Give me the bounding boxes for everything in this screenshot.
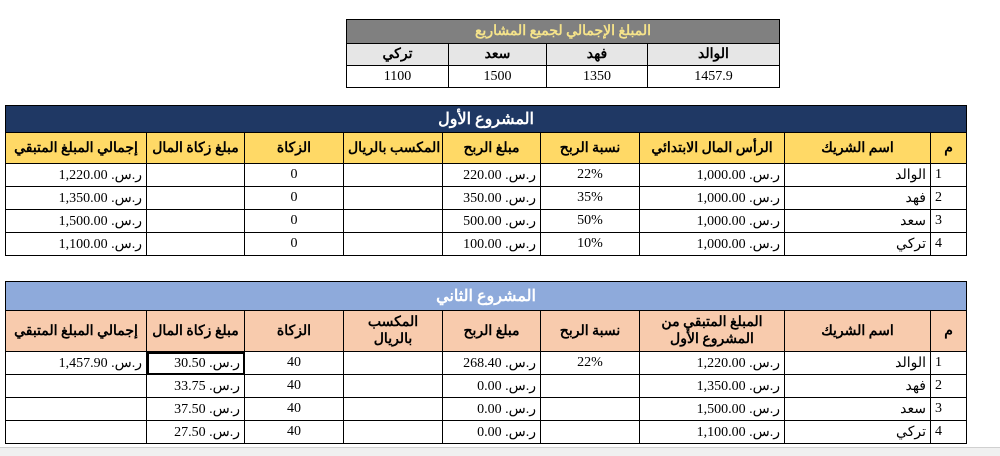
p2-cell-gain[interactable]	[344, 421, 443, 444]
p1-cell-zakat-amount[interactable]	[147, 210, 245, 233]
p2-cell-zakat[interactable]: 40	[245, 375, 344, 398]
p1-cell-total[interactable]: ر.س. 1,220.00	[6, 164, 147, 187]
p2-header-rate[interactable]: نسبة الربح	[541, 311, 640, 352]
summary-title[interactable]: المبلغ الإجمالي لجميع المشاريع	[347, 20, 780, 44]
p2-cell-num[interactable]: 3	[931, 398, 967, 421]
p2-header-total[interactable]: إجمالي المبلغ المتبقي	[6, 311, 147, 352]
project1-table	[5, 105, 967, 256]
table-row	[6, 375, 967, 398]
p1-cell-zakat-amount[interactable]	[147, 233, 245, 256]
p1-cell-total[interactable]: ر.س. 1,100.00	[6, 233, 147, 256]
summary-header-saad[interactable]: سعد	[449, 44, 547, 66]
p2-cell-total[interactable]: ر.س. 1,457.90	[6, 352, 147, 375]
p2-cell-zakat-amount-selected[interactable]: ر.س. 30.50	[147, 352, 245, 375]
summary-value-fahd[interactable]: 1350	[547, 66, 648, 88]
p2-cell-profit[interactable]: ر.س. 0.00	[443, 398, 541, 421]
project2-title[interactable]: المشروع الثاني	[6, 282, 967, 311]
p1-cell-num[interactable]: 2	[931, 187, 967, 210]
p1-cell-gain[interactable]	[344, 210, 443, 233]
table-row	[6, 233, 967, 256]
summary-table	[346, 19, 780, 88]
p2-cell-zakat[interactable]: 40	[245, 352, 344, 375]
p2-cell-zakat-amount[interactable]: ر.س. 37.50	[147, 398, 245, 421]
p2-cell-zakat-amount[interactable]: ر.س. 27.50	[147, 421, 245, 444]
p2-cell-zakat-amount[interactable]: ر.س. 33.75	[147, 375, 245, 398]
p1-cell-capital[interactable]: ر.س. 1,000.00	[640, 164, 785, 187]
p2-header-zakat[interactable]: الزكاة	[245, 311, 344, 352]
p1-cell-zakat-amount[interactable]	[147, 164, 245, 187]
p2-cell-rate[interactable]	[541, 421, 640, 444]
p2-cell-total[interactable]	[6, 421, 147, 444]
p2-cell-zakat[interactable]: 40	[245, 398, 344, 421]
p1-cell-profit[interactable]: ر.س. 350.00	[443, 187, 541, 210]
p1-cell-num[interactable]: 3	[931, 210, 967, 233]
p1-cell-total[interactable]: ر.س. 1,500.00	[6, 210, 147, 233]
p2-cell-capital[interactable]: ر.س. 1,500.00	[640, 398, 785, 421]
p2-cell-capital[interactable]: ر.س. 1,350.00	[640, 375, 785, 398]
p1-header-rate[interactable]: نسبة الربح	[541, 133, 640, 164]
p2-cell-gain[interactable]	[344, 375, 443, 398]
p1-cell-profit[interactable]: ر.س. 500.00	[443, 210, 541, 233]
p1-header-name[interactable]: اسم الشريك	[785, 133, 931, 164]
p2-cell-total[interactable]	[6, 375, 147, 398]
table-row	[6, 352, 967, 375]
p1-cell-zakat[interactable]: 0	[245, 187, 344, 210]
p2-header-profit[interactable]: مبلغ الربح	[443, 311, 541, 352]
p2-cell-name[interactable]: فهد	[785, 375, 931, 398]
p2-header-capital[interactable]: المبلغ المتبقي من المشروع الأول	[640, 311, 785, 352]
table-row	[6, 210, 967, 233]
table-row	[6, 421, 967, 444]
p1-cell-num[interactable]: 1	[931, 164, 967, 187]
p1-cell-gain[interactable]	[344, 233, 443, 256]
summary-header-fahd[interactable]: فهد	[547, 44, 648, 66]
p2-header-gain[interactable]: المكسب بالريال	[344, 311, 443, 352]
p2-cell-gain[interactable]	[344, 352, 443, 375]
p1-cell-profit[interactable]: ر.س. 100.00	[443, 233, 541, 256]
p1-header-gain[interactable]: المكسب بالريال	[344, 133, 443, 164]
summary-value-father[interactable]: 1457.9	[648, 66, 780, 88]
p1-cell-rate[interactable]: 35%	[541, 187, 640, 210]
summary-value-turki[interactable]: 1100	[347, 66, 449, 88]
p2-cell-name[interactable]: سعد	[785, 398, 931, 421]
p2-cell-profit[interactable]: ر.س. 268.40	[443, 352, 541, 375]
p1-cell-name[interactable]: فهد	[785, 187, 931, 210]
p2-header-zakat-amount[interactable]: مبلغ زكاة المال	[147, 311, 245, 352]
p1-cell-rate[interactable]: 50%	[541, 210, 640, 233]
p1-header-total[interactable]: إجمالي المبلغ المتبقي	[6, 133, 147, 164]
p1-cell-profit[interactable]: ر.س. 220.00	[443, 164, 541, 187]
p1-header-zakat-amount[interactable]: مبلغ زكاة المال	[147, 133, 245, 164]
project2-table	[5, 281, 967, 444]
p1-cell-name[interactable]: تركي	[785, 233, 931, 256]
p1-cell-capital[interactable]: ر.س. 1,000.00	[640, 187, 785, 210]
p2-header-num[interactable]: م	[931, 311, 967, 352]
p1-cell-total[interactable]: ر.س. 1,350.00	[6, 187, 147, 210]
summary-header-father[interactable]: الوالد	[648, 44, 780, 66]
p1-cell-zakat[interactable]: 0	[245, 210, 344, 233]
p1-cell-capital[interactable]: ر.س. 1,000.00	[640, 210, 785, 233]
summary-value-saad[interactable]: 1500	[449, 66, 547, 88]
p1-cell-name[interactable]: الوالد	[785, 164, 931, 187]
p2-cell-num[interactable]: 1	[931, 352, 967, 375]
table-row	[6, 398, 967, 421]
p2-cell-rate[interactable]	[541, 375, 640, 398]
p2-cell-rate[interactable]: 22%	[541, 352, 640, 375]
p1-cell-zakat[interactable]: 0	[245, 164, 344, 187]
p1-cell-zakat[interactable]: 0	[245, 233, 344, 256]
table-row	[6, 187, 967, 210]
p1-cell-rate[interactable]: 22%	[541, 164, 640, 187]
p1-header-zakat[interactable]: الزكاة	[245, 133, 344, 164]
summary-header-turki[interactable]: تركي	[347, 44, 449, 66]
p2-cell-capital[interactable]: ر.س. 1,220.00	[640, 352, 785, 375]
p1-cell-name[interactable]: سعد	[785, 210, 931, 233]
p2-cell-name[interactable]: تركي	[785, 421, 931, 444]
p2-cell-profit[interactable]: ر.س. 0.00	[443, 421, 541, 444]
p1-cell-num[interactable]: 4	[931, 233, 967, 256]
p2-header-name[interactable]: اسم الشريك	[785, 311, 931, 352]
p1-header-capital[interactable]: الرأس المال الابتدائي	[640, 133, 785, 164]
p2-cell-profit[interactable]: ر.س. 0.00	[443, 375, 541, 398]
p2-cell-gain[interactable]	[344, 398, 443, 421]
p1-cell-zakat-amount[interactable]	[147, 187, 245, 210]
p2-cell-rate[interactable]	[541, 398, 640, 421]
p1-header-num[interactable]: م	[931, 133, 967, 164]
p2-cell-num[interactable]: 4	[931, 421, 967, 444]
p1-cell-gain[interactable]	[344, 164, 443, 187]
p2-cell-total[interactable]	[6, 398, 147, 421]
p1-cell-rate[interactable]: 10%	[541, 233, 640, 256]
p1-header-profit[interactable]: مبلغ الربح	[443, 133, 541, 164]
p2-cell-name[interactable]: الوالد	[785, 352, 931, 375]
project1-title[interactable]: المشروع الأول	[6, 106, 967, 133]
p1-cell-capital[interactable]: ر.س. 1,000.00	[640, 233, 785, 256]
p2-cell-capital[interactable]: ر.س. 1,100.00	[640, 421, 785, 444]
table-row	[6, 164, 967, 187]
p2-cell-num[interactable]: 2	[931, 375, 967, 398]
p1-cell-gain[interactable]	[344, 187, 443, 210]
p2-cell-zakat[interactable]: 40	[245, 421, 344, 444]
